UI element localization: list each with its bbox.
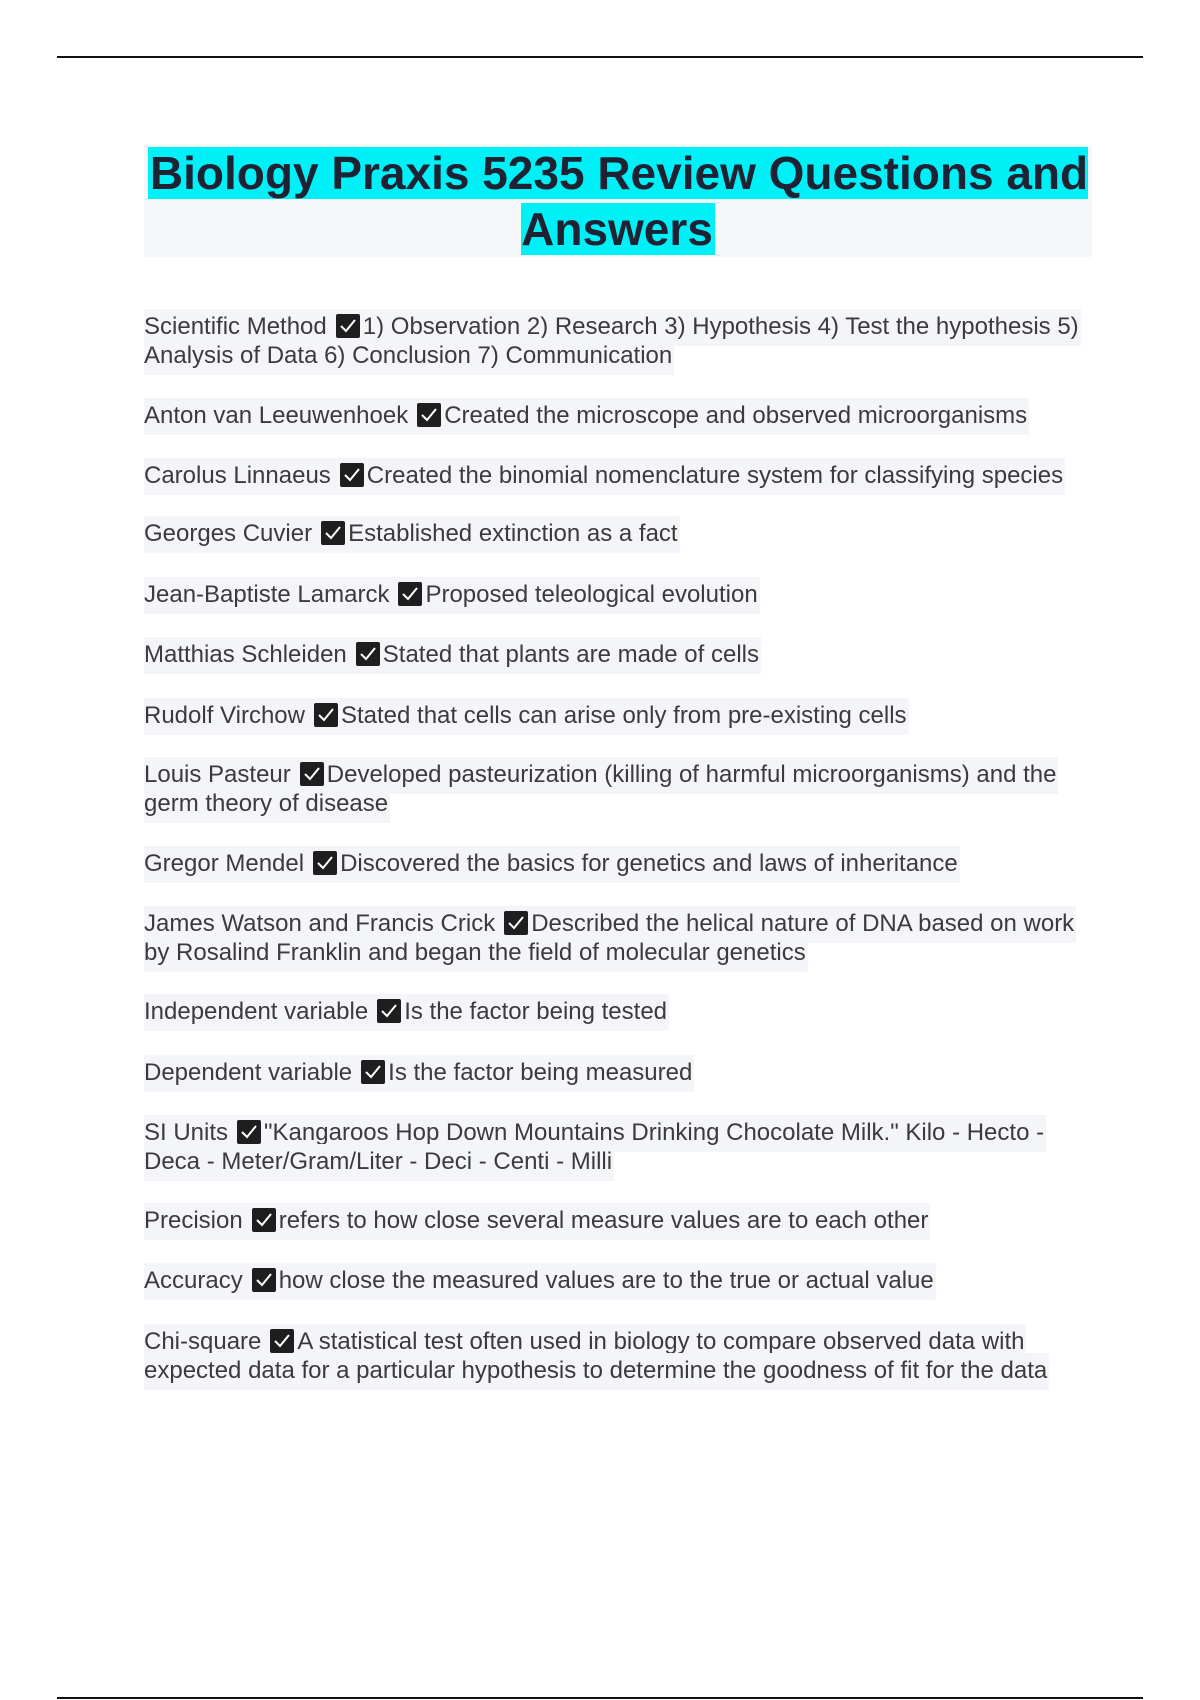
term: Chi-square (144, 1328, 262, 1355)
term: SI Units (144, 1119, 229, 1146)
answer: Stated that cells can arise only from pre-existing cells (340, 702, 907, 729)
qa-text (144, 309, 1081, 375)
qa-item (144, 640, 1084, 669)
qa-item (144, 1327, 1084, 1385)
answer: Created the microscope and observed microorganisms (444, 402, 1028, 429)
answer: A statistical test often used in biology to compare observed data with expected data for a particular hypothesis to determine the goodness of fit for the data (144, 1328, 1048, 1384)
qa-item (144, 760, 1084, 818)
term: Georges Cuvier (144, 520, 313, 547)
top-rule (57, 56, 1143, 58)
qa-item (144, 909, 1084, 967)
term: Jean-Baptiste Lamarck (144, 581, 390, 608)
qa-text (144, 906, 1076, 972)
checkmark-box-icon (313, 851, 337, 875)
checkmark-box-icon (237, 1120, 261, 1144)
qa-text (144, 846, 960, 883)
term: Matthias Schleiden (144, 641, 347, 668)
term: Accuracy (144, 1267, 243, 1294)
page-title (144, 145, 1092, 257)
term: Scientific Method (144, 313, 327, 340)
qa-item (144, 580, 1084, 609)
qa-item (144, 1266, 1084, 1295)
qa-text (144, 516, 680, 553)
answer: Stated that plants are made of cells (382, 641, 759, 668)
answer: 1) Observation 2) Research 3) Hypothesis 4) Test the hypothesis 5) Analysis of Data 6) Conclusion 7) Communication (144, 313, 1079, 369)
answer: Discovered the basics for genetics and laws of inheritance (340, 850, 958, 877)
checkmark-box-icon (504, 911, 528, 935)
term: Precision (144, 1207, 243, 1234)
qa-text (144, 398, 1029, 435)
answer: Proposed teleological evolution (425, 581, 758, 608)
qa-text (144, 1203, 930, 1240)
checkmark-box-icon (361, 1060, 385, 1084)
checkmark-box-icon (356, 642, 380, 666)
answer: Is the factor being tested (404, 998, 668, 1025)
qa-text (144, 458, 1065, 495)
qa-item (144, 997, 1084, 1026)
answer: Described the helical nature of DNA based on work by Rosalind Franklin and began the field of molecular genetics (144, 910, 1075, 966)
qa-item (144, 1206, 1084, 1235)
term: Gregor Mendel (144, 850, 305, 877)
qa-text (144, 577, 760, 614)
qa-text (144, 698, 909, 735)
qa-item (144, 1118, 1084, 1176)
qa-item (144, 401, 1084, 430)
answer: how close the measured values are to the true or actual value (278, 1267, 934, 1294)
term: Dependent variable (144, 1059, 353, 1086)
answer: Established extinction as a fact (348, 520, 678, 547)
checkmark-box-icon (252, 1208, 276, 1232)
checkmark-box-icon (252, 1268, 276, 1292)
qa-item (144, 312, 1084, 370)
title-box (144, 145, 1092, 257)
qa-item (144, 1058, 1084, 1087)
qa-text (144, 637, 761, 674)
title-highlight: Biology Praxis 5235 Review Questions and Answers (149, 147, 1089, 255)
qa-text (144, 1115, 1046, 1181)
bottom-rule (57, 1697, 1143, 1699)
qa-item (144, 461, 1084, 490)
checkmark-box-icon (336, 314, 360, 338)
term: James Watson and Francis Crick (144, 910, 496, 937)
term: Carolus Linnaeus (144, 462, 331, 489)
qa-text (144, 994, 669, 1031)
checkmark-box-icon (270, 1329, 294, 1353)
answer: "Kangaroos Hop Down Mountains Drinking Chocolate Milk." Kilo - Hecto - Deca - Meter/Gram/Liter - Deci - Centi - Milli (144, 1119, 1045, 1175)
qa-text (144, 1263, 936, 1300)
qa-text (144, 1324, 1049, 1390)
qa-item (144, 519, 1084, 548)
checkmark-box-icon (377, 999, 401, 1023)
term: Rudolf Virchow (144, 702, 305, 729)
answer: Developed pasteurization (killing of harmful microorganisms) and the germ theory of disease (144, 761, 1057, 817)
checkmark-box-icon (314, 703, 338, 727)
qa-text (144, 757, 1058, 823)
checkmark-box-icon (321, 521, 345, 545)
checkmark-box-icon (340, 463, 364, 487)
qa-item (144, 849, 1084, 878)
checkmark-box-icon (300, 762, 324, 786)
answer: refers to how close several measure values are to each other (278, 1207, 929, 1234)
qa-text (144, 1055, 694, 1092)
qa-item (144, 701, 1084, 730)
answer: Is the factor being measured (388, 1059, 693, 1086)
answer: Created the binomial nomenclature system for classifying species (366, 462, 1064, 489)
term: Independent variable (144, 998, 369, 1025)
term: Louis Pasteur (144, 761, 291, 788)
checkmark-box-icon (417, 403, 441, 427)
term: Anton van Leeuwenhoek (144, 402, 409, 429)
checkmark-box-icon (398, 582, 422, 606)
